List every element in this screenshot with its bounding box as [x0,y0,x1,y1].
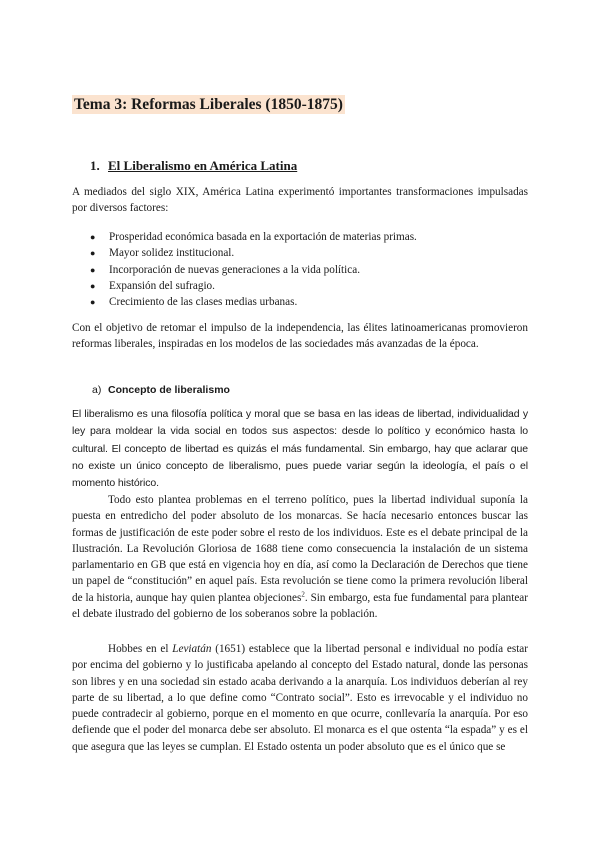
political-paragraph-text: Todo esto plantea problemas en el terreno político, pues la libertad individual suponía la puesta en entredicho del poder absoluto de los monarcas. Se hacía necesario entonces buscar las formas de justificación de este poder sobre el resto de los individuos. Este es el debate principal de la Ilustración. La Revolución Gloriosa de 1688 tiene como consecuencia la instalación de un sistema parlamentario en GB que está en vigencia hoy en día, así como la Declaración de Derechos que tiene un papel de “constitución” en aquel país. Esta revolución se tiene como la primera revolución liberal de la historia, aunque hay quien plantea objeciones [72,494,528,604]
section-heading [90,158,297,174]
list-item [90,262,530,278]
list-item [90,294,530,310]
bullet-icon: ● [90,248,96,259]
leviathan-title: Leviatán [172,643,212,655]
bullet-icon: ● [90,232,96,242]
bullet-icon: ● [90,297,96,308]
liberalism-definition-paragraph: El liberalismo es una filosofía política y moral que se basa en las ideas de libertad, individualidad y ley para moldear la vida social en todos sus aspectos: desde lo político y económico hasta lo cultural. El concepto de libertad es quizás el más fundamental. Sin embargo, hay que aclarar que no existe un único concepto de liberalismo, pues puede variar según la ideología, el país o el momento histórico. [72,408,528,490]
section-number: 1. [90,158,100,173]
subsection-heading [92,384,230,396]
hobbes-paragraph [72,641,528,755]
document-title [72,96,345,114]
bullet-icon: ● [90,264,96,275]
political-paragraph-end: . Sin embargo, esta fue fundamental para plantear el debate ilustrado del gobierno de los soberanos sobre la población. [72,591,528,621]
list-item [90,278,530,294]
subsection-heading-text: Concepto de liberalismo [108,384,230,396]
list-item-text: Crecimiento de las clases medias urbanas. [109,296,298,309]
objective-paragraph: Con el objetivo de retomar el impulso de la independencia, las élites latinoamericanas promovieron reformas liberales, inspiradas en los modelos de las sociedades más avanzadas de la época. [72,322,528,351]
factor-list [90,229,530,310]
list-item [90,245,530,261]
hobbes-paragraph-text: (1651) establece que la libertad personal e individual no podía estar por encima del gobierno y lo justificaba apelando al concepto del Estado natural, donde las personas son libres y en una sociedad sin estado acaba derivando a la anarquía. Los individuos deberían al rey parte de su libertad, a lo que define como “Contrato social”. Esto es irrevocable y el individuo no puede contradecir al gobierno, porque en el momento en que ocurre, conllevaría la anarquía. Por eso defiende que el poder del monarca debe ser absoluto. El monarca es el que ostenta “la espada” y es el que asegura que las leyes se cumplan. El Estado ostenta un poder absoluto que es el único que se [72,643,528,753]
bullet-icon: ● [90,280,96,291]
list-item-text: Mayor solidez institucional. [109,247,235,260]
list-item [90,229,530,245]
footnote-marker: 2 [301,590,305,599]
list-item-text: Incorporación de nuevas generaciones a la vida política. [109,263,360,276]
section-heading-text: El Liberalismo en América Latina [108,158,298,173]
intro-paragraph: A mediados del siglo XIX, América Latina experimentó importantes transformaciones impulsadas por diversos factores: [72,186,528,215]
hobbes-paragraph-start: Hobbes en el [108,643,173,655]
subsection-letter: a) [92,384,102,396]
political-paragraph [72,492,528,622]
list-item-text: Expansión del sufragio. [109,279,215,292]
document-title-text: Tema 3: Reformas Liberales (1850-1875) [74,96,343,113]
list-item-text: Prosperidad económica basada en la exportación de materias primas. [109,231,417,243]
